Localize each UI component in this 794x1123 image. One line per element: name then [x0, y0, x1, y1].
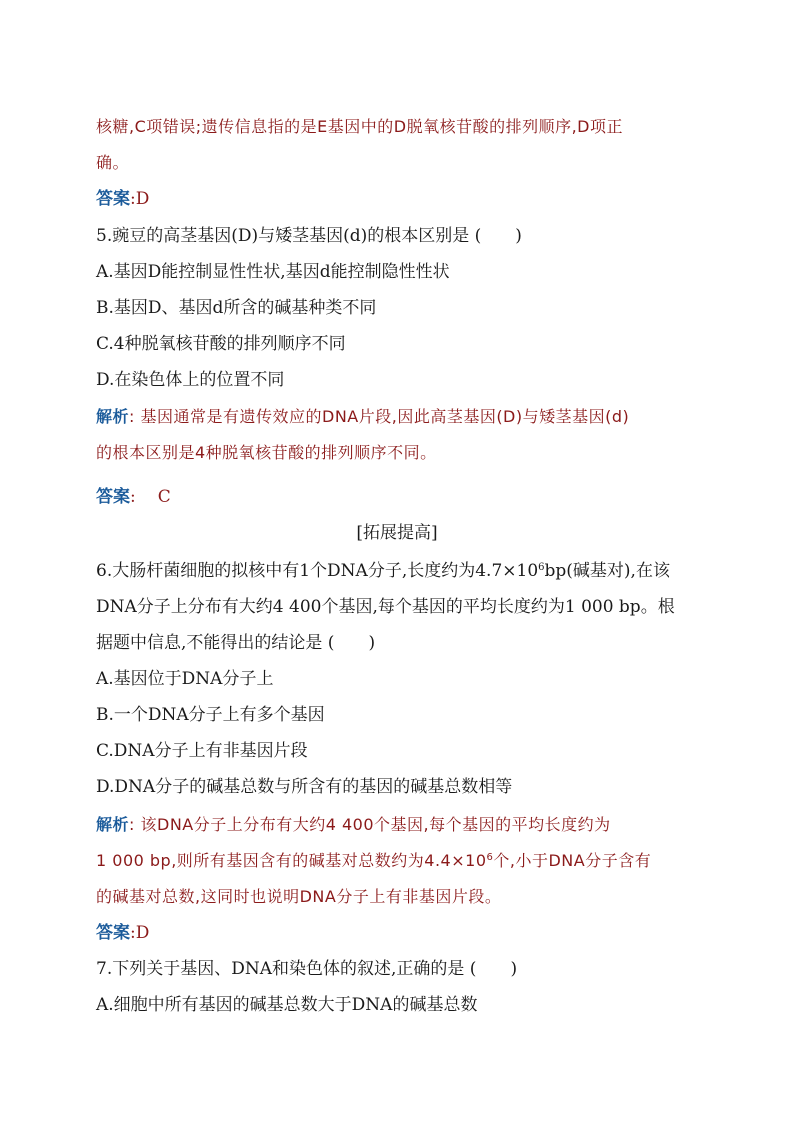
q5-option-d: D.在染色体上的位置不同 [96, 370, 285, 390]
q6-explanation-line [96, 850, 651, 872]
q6-stem-line: 据题中信息,不能得出的结论是 ( ) [96, 633, 376, 653]
answer-value: D [135, 923, 150, 943]
explanation-text: 个,小于DNA分子含有 [493, 851, 652, 870]
q4-explanation-line: 核糖,C项错误;遗传信息指的是E基因中的D脱氧核苷酸的排列顺序,D项正 [96, 117, 623, 136]
q6-stem-line [96, 560, 670, 582]
q5-stem: 5.豌豆的高茎基因(D)与矮茎基因(d)的根本区别是 ( ) [96, 226, 522, 246]
q5-explanation-line: 的根本区别是4种脱氧核苷酸的排列顺序不同。 [96, 443, 437, 462]
q6-option-d: D.DNA分子的碱基总数与所含有的基因的碱基总数相等 [96, 777, 513, 797]
explanation-label: 解析 [96, 815, 130, 834]
q6-stem-text: bp(碱基对),在该 [544, 561, 670, 581]
answer-label: 答案 [96, 487, 130, 507]
explanation-text: : 基因通常是有遗传效应的DNA片段,因此高茎基因(D)与矮茎基因(d) [129, 407, 630, 426]
answer-separator: : [130, 923, 136, 943]
q5-option-a: A.基因D能控制显性性状,基因d能控制隐性性状 [96, 262, 450, 282]
q5-explanation [96, 406, 629, 428]
explanation-text: 1 000 bp,则所有基因含有的碱基对总数约为4.4×10 [96, 851, 487, 870]
answer-separator: : [130, 487, 136, 507]
answer-value: C [157, 487, 171, 507]
answer-label: 答案 [96, 189, 130, 209]
answer-value: D [135, 189, 150, 209]
q4-explanation-line: 确。 [96, 153, 130, 172]
q6-option-b: B.一个DNA分子上有多个基因 [96, 705, 325, 725]
q7-stem: 7.下列关于基因、DNA和染色体的叙述,正确的是 ( ) [96, 959, 518, 979]
q6-explanation [96, 814, 611, 836]
q6-superscript: 6 [538, 562, 545, 573]
explanation-text: : 该DNA分子上分布有大约4 400个基因,每个基因的平均长度约为 [129, 815, 611, 834]
q6-option-a: A.基因位于DNA分子上 [96, 669, 274, 689]
q6-stem-text: 6.大肠杆菌细胞的拟核中有1个DNA分子,长度约为4.7×10 [96, 561, 539, 581]
q5-answer [96, 486, 171, 508]
answer-separator: : [130, 189, 136, 209]
q6-stem-line: DNA分子上分布有大约4 400个基因,每个基因的平均长度约为1 000 bp。根 [96, 597, 675, 617]
explanation-superscript: 6 [486, 852, 494, 863]
q5-option-c: C.4种脱氧核苷酸的排列顺序不同 [96, 334, 346, 354]
q7-option-a: A.细胞中所有基因的碱基总数大于DNA的碱基总数 [96, 995, 478, 1015]
q4-answer [96, 188, 149, 210]
q6-explanation-line: 的碱基对总数,这同时也说明DNA分子上有非基因片段。 [96, 887, 502, 906]
answer-label: 答案 [96, 923, 130, 943]
explanation-label: 解析 [96, 407, 130, 426]
q6-answer [96, 922, 149, 944]
q6-option-c: C.DNA分子上有非基因片段 [96, 741, 308, 761]
section-title: [拓展提高] [356, 523, 438, 543]
q5-option-b: B.基因D、基因d所含的碱基种类不同 [96, 298, 377, 318]
